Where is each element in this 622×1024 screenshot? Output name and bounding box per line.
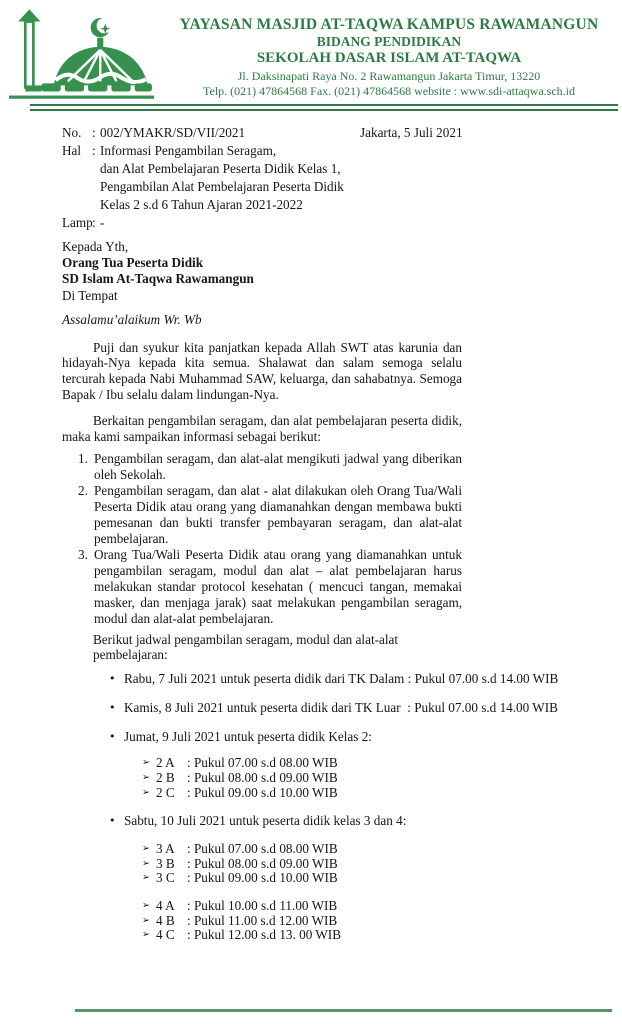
letter-meta bbox=[62, 124, 462, 232]
class-slot-row bbox=[142, 771, 462, 786]
slot-time: : Pukul 09.00 s.d 10.00 WIB bbox=[187, 870, 338, 886]
item-number: 3. bbox=[78, 547, 88, 563]
opening-paragraph: Puji dan syukur kita panjatkan kepada Allah SWT atas karunia dan hidayah-Nya kepada kita semua. Shalawat dan salam semoga selalu tercurah kepada Nabi Muhammad SAW, keluarga, dan sahabatnya. Semoga Bapak / Ibu selalu dalam lindungan-Nya. bbox=[62, 339, 462, 402]
letter-number: 002/YMAKR/SD/VII/2021 bbox=[100, 125, 246, 140]
class-slot-row bbox=[142, 842, 462, 857]
letter-date: Jakarta, 5 Juli 2021 bbox=[360, 125, 463, 140]
arrow-icon: ➢ bbox=[142, 914, 150, 926]
slot-time: : Pukul 09.00 s.d 10.00 WIB bbox=[187, 784, 338, 800]
info-paragraph: Berkaitan pengambilan seragam, dan alat pembelajaran peserta didik, maka kami sampaikan informasi sebagai berikut: bbox=[62, 413, 462, 444]
hal-row bbox=[62, 142, 462, 214]
class-slot-row bbox=[142, 928, 462, 943]
schedule-item bbox=[109, 729, 462, 744]
recipient-place: Di Tempat bbox=[62, 287, 118, 303]
letterhead bbox=[0, 0, 622, 104]
lamp-value: - bbox=[100, 215, 105, 230]
org-name: YAYASAN MASJID AT-TAQWA KAMPUS RAWAMANGUN bbox=[179, 16, 599, 33]
class-label: 4 A bbox=[156, 897, 175, 913]
letterhead-text bbox=[162, 6, 622, 104]
class-slot-row bbox=[142, 786, 462, 801]
header-rule bbox=[30, 104, 618, 111]
hal-value bbox=[100, 142, 462, 214]
spacer bbox=[62, 886, 462, 899]
item-text: Pengambilan seragam, dan alat-alat mengikuti jadwal yang diberikan oleh Sekolah. bbox=[94, 451, 462, 483]
slot-time: : Pukul 08.00 s.d 09.00 WIB bbox=[187, 855, 338, 871]
address-line: Jl. Daksinapati Raya No. 2 Rawamangun Jakarta Timur, 13220 bbox=[237, 69, 541, 83]
schedule-item bbox=[109, 671, 559, 687]
lamp-label: Lamp bbox=[62, 215, 93, 230]
recipient-name: Orang Tua Peserta Didik bbox=[62, 255, 204, 271]
class-slot-list-kelas3 bbox=[62, 842, 462, 886]
info-list bbox=[62, 451, 462, 627]
slot-time: : Pukul 08.00 s.d 09.00 WIB bbox=[187, 769, 338, 785]
no-row bbox=[62, 124, 462, 142]
slot-time: : Pukul 07.00 s.d 08.00 WIB bbox=[187, 755, 338, 771]
colon: : bbox=[92, 143, 96, 158]
class-label: 2 A bbox=[156, 755, 175, 771]
hal-label: Hal bbox=[62, 143, 82, 158]
class-slot-row bbox=[142, 899, 462, 914]
class-label: 3 A bbox=[156, 841, 175, 857]
bullet-icon: • bbox=[109, 672, 116, 686]
info-item bbox=[62, 547, 462, 627]
info-item bbox=[62, 483, 462, 547]
arrow-icon: ➢ bbox=[142, 786, 150, 798]
arrow-icon: ➢ bbox=[142, 843, 150, 855]
class-slot-row bbox=[142, 871, 462, 886]
bullet-icon: • bbox=[109, 814, 116, 828]
schedule-item-text: Kamis, 8 Juli 2021 untuk peserta didik dari TK Luar : Pukul 07.00 s.d 14.00 WIB bbox=[124, 700, 558, 716]
hal-line: dan Alat Pembelajaran Peserta Didik Kelas 1, bbox=[100, 161, 341, 176]
schedule-item-text: Rabu, 7 Juli 2021 untuk peserta didik dari TK Dalam : Pukul 07.00 s.d 14.00 WIB bbox=[124, 671, 559, 687]
letter-body bbox=[0, 124, 622, 943]
contact-line: Telp. (021) 47864568 Fax. (021) 47864568 website : www.sdi-attaqwa.sch.id bbox=[203, 84, 575, 98]
slot-time: : Pukul 10.00 s.d 11.00 WIB bbox=[187, 897, 338, 913]
recipient-block bbox=[62, 239, 462, 304]
hal-line: Informasi Pengambilan Seragam, bbox=[100, 143, 277, 158]
arrow-icon: ➢ bbox=[142, 857, 150, 869]
item-text: Orang Tua/Wali Peserta Didik atau orang yang diamanahkan untuk pengambilan seragam, modul dan alat – alat pembelajaran harus melakukan standar protocol kesehatan ( mencuci tangan, memakai masker, dan menjaga jarak) saat melakukan pengambilan seragam, modul dan alat-alat pembelajaran. bbox=[94, 547, 462, 627]
lamp-row bbox=[62, 214, 462, 232]
recipient-school: SD Islam At-Taqwa Rawamangun bbox=[62, 271, 254, 287]
division-name: BIDANG PENDIDIKAN bbox=[316, 34, 462, 49]
slot-time: : Pukul 11.00 s.d 12.00 WIB bbox=[187, 912, 338, 928]
class-slot-list-kelas2 bbox=[62, 756, 462, 800]
salutation: Assalamu’alaikum Wr. Wb bbox=[62, 311, 202, 327]
schedule-item bbox=[109, 813, 462, 828]
recipient-opening: Kepada Yth, bbox=[62, 239, 129, 254]
schedule-item-text: Jumat, 9 Juli 2021 untuk peserta didik Kelas 2: bbox=[124, 729, 372, 745]
info-item bbox=[62, 451, 462, 483]
arrow-icon: ➢ bbox=[142, 757, 150, 769]
colon: : bbox=[92, 215, 96, 230]
colon: : bbox=[92, 125, 96, 140]
class-label: 2 B bbox=[156, 769, 175, 785]
slot-time: : Pukul 12.00 s.d 13. 00 WIB bbox=[187, 927, 341, 943]
class-slot-list-kelas4 bbox=[62, 899, 462, 943]
item-text: Pengambilan seragam, dan alat - alat dilakukan oleh Orang Tua/Wali Peserta Didik atau orang yang diamanahkan dengan membawa bukti pemesanan dan bukti transfer pembayaran seragam, dan alat-alat pembelajaran. bbox=[94, 483, 462, 547]
class-slot-row bbox=[142, 857, 462, 872]
class-label: 4 B bbox=[156, 912, 175, 928]
arrow-icon: ➢ bbox=[142, 771, 150, 783]
item-number: 2. bbox=[78, 483, 88, 499]
schedule-item bbox=[109, 700, 558, 716]
class-label: 3 C bbox=[156, 870, 175, 886]
slot-time: : Pukul 07.00 s.d 08.00 WIB bbox=[187, 841, 338, 857]
class-label: 4 C bbox=[156, 927, 175, 943]
schedule-item-text: Sabtu, 10 Juli 2021 untuk peserta didik kelas 3 dan 4: bbox=[124, 813, 407, 829]
mosque-logo-icon bbox=[0, 6, 162, 104]
bullet-icon: • bbox=[109, 701, 116, 715]
hal-line: Pengambilan Alat Pembelajaran Peserta Didik bbox=[100, 179, 344, 194]
school-name: SEKOLAH DASAR ISLAM AT-TAQWA bbox=[256, 50, 522, 66]
class-label: 3 B bbox=[156, 855, 175, 871]
arrow-icon: ➢ bbox=[142, 872, 150, 884]
arrow-icon: ➢ bbox=[142, 929, 150, 941]
item-number: 1. bbox=[78, 451, 88, 467]
schedule-intro: Berikut jadwal pengambilan seragam, modul dan alat-alat pembelajaran: bbox=[93, 632, 399, 663]
bullet-icon: • bbox=[109, 730, 116, 744]
arrow-icon: ➢ bbox=[142, 899, 150, 911]
class-label: 2 C bbox=[156, 784, 175, 800]
class-slot-row bbox=[142, 914, 462, 929]
footer-rule bbox=[75, 1009, 612, 1012]
hal-line: Kelas 2 s.d 6 Tahun Ajaran 2021-2022 bbox=[100, 197, 303, 212]
no-label: No. bbox=[62, 125, 82, 140]
class-slot-row bbox=[142, 756, 462, 771]
schedule-list bbox=[62, 671, 559, 943]
mosque-minaret-logo-svg bbox=[5, 6, 157, 104]
